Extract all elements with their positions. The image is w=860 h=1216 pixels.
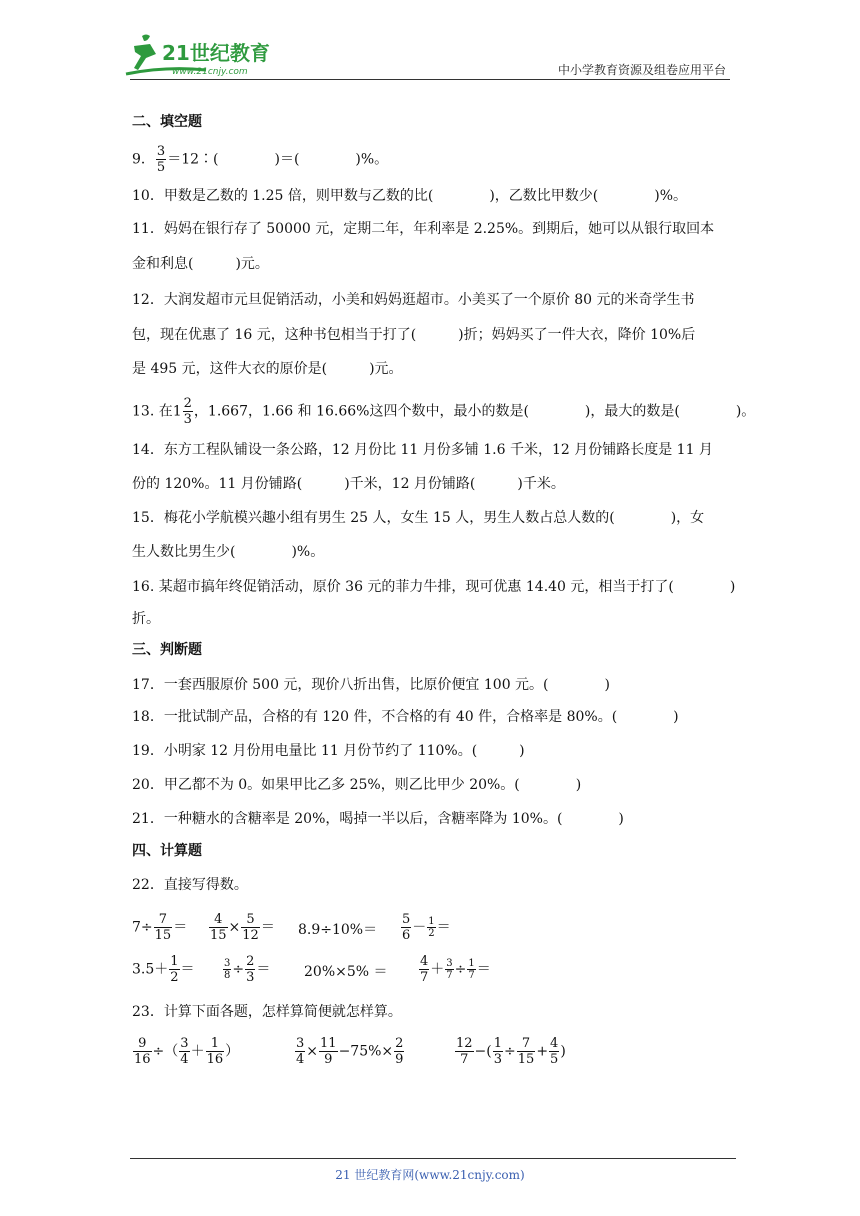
fraction: $\frac{4}{7}$ [420,954,429,985]
question-10: 10．甲数是乙数的 1.25 倍，则甲数与乙数的比( )，乙数比甲数少( )%。 [132,188,688,204]
q23-expr-1: $\frac{9}{16}$ ÷（ $\frac{3}{4}$ ＋ $\frac{1}{16}$ ） [134,1036,240,1067]
section-fill-blank: 二、填空题 [132,114,202,130]
question-20: 20．甲乙都不为 0。如果甲比乙多 25%，则乙比甲少 20%。( ) [132,777,582,793]
footer-site-link[interactable]: 21 世纪教育网(www.21cnjy.com) [335,1168,525,1182]
fraction: $\frac{5}{6}$ [402,912,411,943]
fraction: $\frac{4}{5}$ [550,1036,559,1067]
site-logo [122,30,292,80]
fraction: $\frac{11}{9}$ [320,1036,337,1067]
question-11-line-1: 11．妈妈在银行存了 50000 元，定期二年，年利率是 2.25%。到期后，她可以从银行取回本 [132,221,715,237]
question-21: 21．一种糖水的含糖率是 20%，喝掉一半以后，含糖率降为 10%。( ) [132,811,624,827]
question-16-line-1: 16. 某超市搞年终促销活动，原价 36 元的菲力牛排，现可优惠 14.40 元，相当于打了( ) [132,579,736,595]
question-14-line-1: 14．东方工程队铺设一条公路，12 月份比 11 月份多铺 1.6 千米，12 月份铺路长度是 11 月 [132,442,713,458]
q23-expr-3: $\frac{12}{7}$ −( $\frac{1}{3}$ ÷ $\frac{7}{15}$ + $\frac{4}{5}$ ) [456,1036,566,1067]
fraction: $\frac{4}{15}$ [210,912,227,943]
fraction: $\frac{3}{5}$ [156,144,166,175]
question-13: 13. 在1 $\frac{2}{3}$ ，1.667，1.66 和 16.66%这四个数中，最小的数是( )，最大的数是( )。 [132,396,756,427]
question-15-line-2: 生人数比男生少( )%。 [132,544,325,560]
question-11-line-2: 金和利息( )元。 [132,256,269,272]
q22-row1-b: $\frac{4}{15}$ × $\frac{5}{12}$ ＝ [210,912,275,943]
question-16-line-2: 折。 [132,611,160,627]
q22-row1-d: $\frac{5}{6}$ － $\frac{1}{2}$ ＝ [402,912,451,943]
question-14-line-2: 份的 120%。11 月份铺路( )千米，12 月份铺路( )千米。 [132,476,565,492]
question-23-title: 23．计算下面各题，怎样算简便就怎样算。 [132,1004,402,1020]
logo-text: 21世纪教育 [162,41,270,65]
fraction: $\frac{7}{15}$ [517,1036,535,1067]
q22-row1-a: 7÷ $\frac{7}{15}$ ＝ [132,912,188,943]
fraction: $\frac{1}{7}$ [468,958,475,981]
question-12-line-2: 包，现在优惠了 16 元，这种书包相当于打了( )折；妈妈买了一件大衣，降价 10%后 [132,327,696,343]
fraction: $\frac{2}{9}$ [395,1036,404,1067]
question-12-line-1: 12．大润发超市元旦促销活动，小美和妈妈逛超市。小美买了一个原价 80 元的米奇学生书 [132,292,695,308]
fraction: $\frac{3}{7}$ [446,958,453,981]
q22-row2-d: $\frac{4}{7}$ ＋ $\frac{3}{7}$ ÷ $\frac{1}{7}$ ＝ [420,954,491,985]
fraction: $\frac{12}{7}$ [456,1036,473,1067]
header-platform-text: 中小学教育资源及组卷应用平台 [557,63,726,77]
question-15-line-1: 15．梅花小学航模兴趣小组有男生 25 人，女生 15 人，男生人数占总人数的( )，女 [132,510,705,526]
section-calculate: 四、计算题 [132,843,202,859]
fraction: $\frac{9}{16}$ [134,1036,151,1067]
fraction: $\frac{1}{2}$ [170,954,179,985]
question-22-title: 22．直接写得数。 [132,877,248,893]
question-19: 19．小明家 12 月份用电量比 11 月份节约了 110%。( ) [132,743,525,759]
fraction: $\frac{1}{16}$ [206,1036,224,1067]
question-12-line-3: 是 495 元，这件大衣的原价是( )元。 [132,361,403,377]
footer-divider [130,1158,736,1159]
q22-row2-b: $\frac{3}{8}$ ÷ $\frac{2}{3}$ ＝ [224,954,271,985]
q23-expr-2: $\frac{3}{4}$ × $\frac{11}{9}$ −75%× $\frac{2}{9}$ [296,1036,404,1067]
header-divider [130,79,730,80]
fraction: $\frac{3}{8}$ [224,958,231,981]
question-17: 17．一套西服原价 500 元，现价八折出售，比原价便宜 100 元。( ) [132,677,610,693]
fraction: $\frac{2}{3}$ [246,954,255,985]
fraction: $\frac{3}{4}$ [180,1036,189,1067]
fraction: $\frac{2}{3}$ [183,396,192,427]
fraction: $\frac{5}{12}$ [242,912,259,943]
question-9: 9． $\frac{3}{5}$ ＝12∶( )＝( )%。 [132,144,389,175]
logo-url-text: www.21cnjy.com [172,67,248,77]
fraction: $\frac{3}{4}$ [296,1036,305,1067]
q22-row1-c: 8.9÷10%＝ [298,922,378,938]
fraction: $\frac{7}{15}$ [154,912,172,943]
section-judge: 三、判断题 [132,642,202,658]
fraction: $\frac{1}{3}$ [493,1036,503,1067]
question-18: 18．一批试制产品，合格的有 120 件，不合格的有 40 件，合格率是 80%。( ) [132,709,679,725]
q22-row2-a: 3.5＋ $\frac{1}{2}$ ＝ [132,954,195,985]
fraction: $\frac{1}{2}$ [428,916,435,939]
q22-row2-c: 20%×5% ＝ [304,964,388,980]
